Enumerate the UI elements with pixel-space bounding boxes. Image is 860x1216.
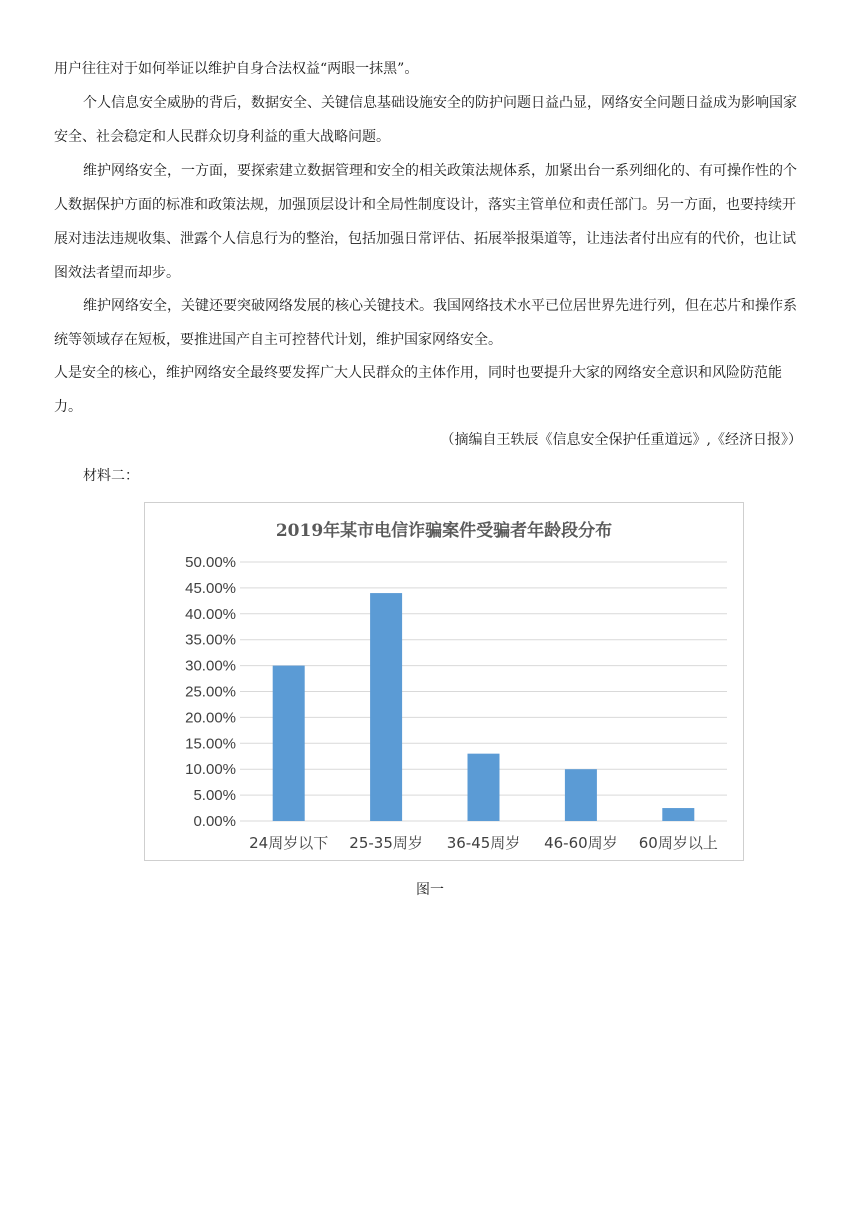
x-category-label: 24周岁以下 [249,834,329,852]
y-tick-label: 15.00% [185,735,236,753]
x-category-label: 60周岁以上 [638,834,718,852]
chart-bars [273,593,695,821]
y-tick-label: 50.00% [185,554,236,571]
y-tick-label: 30.00% [185,657,236,675]
y-tick-label: 5.00% [193,787,236,805]
source-citation: （摘编自王轶辰《信息安全保护任重道远》,《经济日报》） [440,432,802,448]
x-category-label: 46-60周岁 [544,834,618,852]
bar [662,808,694,821]
y-tick-label: 40.00% [185,605,236,623]
figure-caption: 图一 [416,882,444,898]
bar-chart [144,502,744,861]
material-label: 材料二： [83,468,139,484]
x-axis-categories [249,834,718,852]
x-category-label: 36-45周岁 [446,834,521,852]
bar [565,769,597,821]
paragraph-2: 个人信息安全威胁的背后，数据安全、关键信息基础设施安全的防护问题日益凸显，网络安全问题日益成为影响国家安全、社会稳定和人民群众切身利益的重大战略问题。 [54,95,797,145]
paragraph-5: 人是安全的核心，维护网络安全最终要发挥广大人民群众的主体作用，同时也要提升大家的网络安全意识和风险防范能力。 [54,365,782,415]
y-tick-label: 0.00% [193,813,236,830]
bar [370,593,402,821]
paragraph-1: 用户往往对于如何举证以维护自身合法权益“两眼一抹黑”。 [54,61,419,77]
chart-canvas [145,503,743,860]
paragraph-4: 维护网络安全，关键还要突破网络发展的核心关键技术。我国网络技术水平已位居世界先进行列，但在芯片和操作系统等领域存在短板，要推进国产自主可控替代计划，维护国家网络安全。 [54,298,797,348]
x-category-label: 25-35周岁 [349,834,423,852]
bar [468,754,500,821]
y-tick-label: 25.00% [185,683,236,701]
y-axis-ticks [185,554,236,830]
y-tick-label: 35.00% [185,631,236,649]
bar [273,666,305,821]
paragraph-3: 维护网络安全，一方面，要探索建立数据管理和安全的相关政策法规体系，加紧出台一系列细化的、有可操作性的个人数据保护方面的标准和政策法规，加强顶层设计和全局性制度设计，落实主管单位和责任部门。另一方面，也要持续开展对违法违规收集、泄露个人信息行为的整治，包括加强日常评估、拓展举报渠道等，让违法者付出应有的代价，也让试图效法者望而却步。 [54,163,797,281]
y-tick-label: 45.00% [185,579,236,597]
y-tick-label: 10.00% [185,761,236,779]
y-tick-label: 20.00% [185,709,236,727]
chart-title: 2019年某市电信诈骗案件受骗者年龄段分布 [275,521,613,541]
